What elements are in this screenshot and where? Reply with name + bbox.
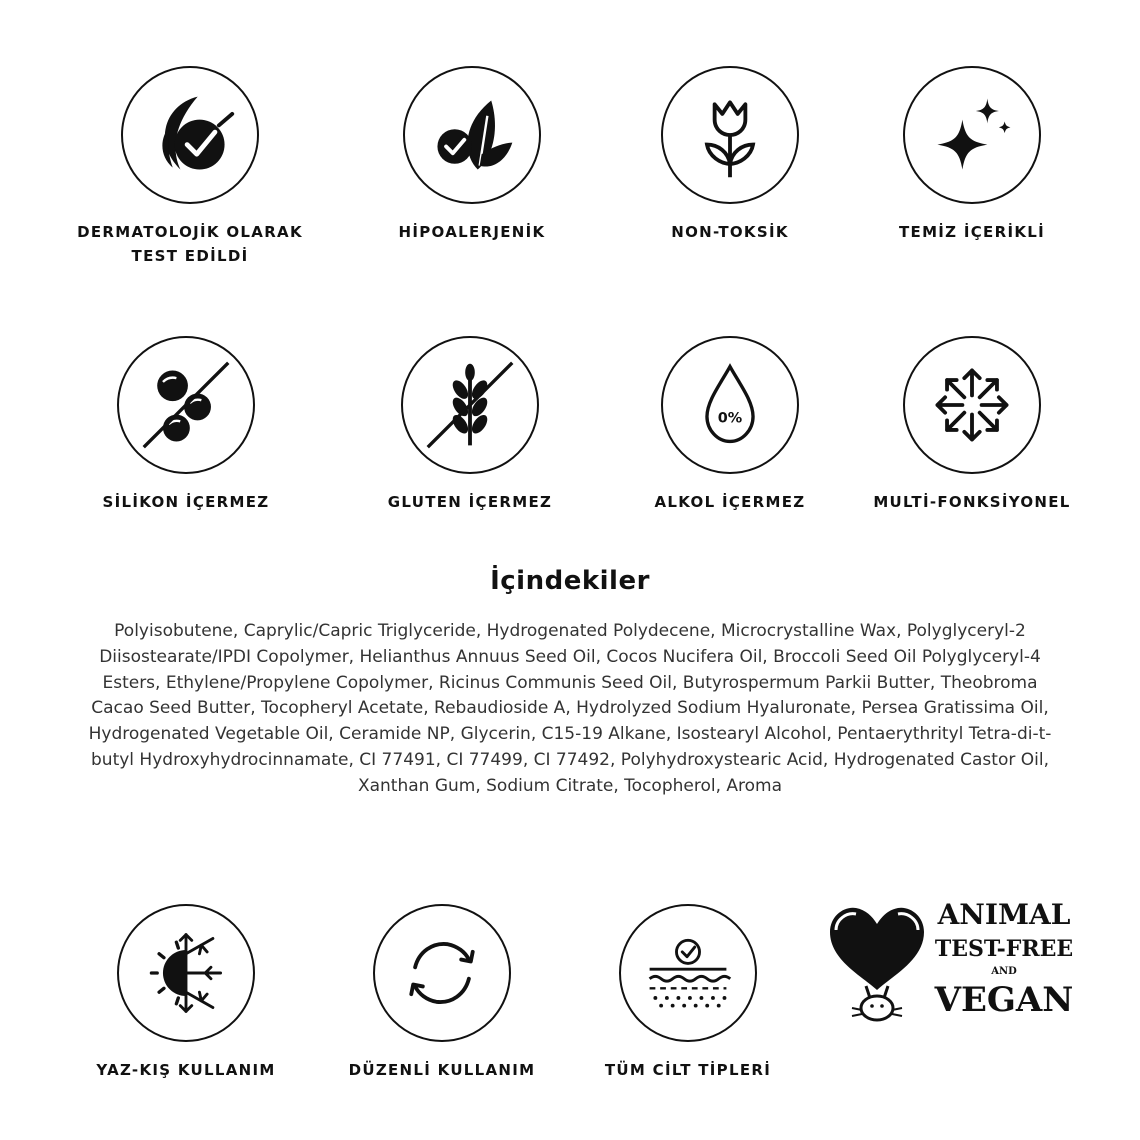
badge-clean-ingredients <box>852 66 1092 244</box>
vegan-line-animal: ANIMAL <box>937 898 1071 931</box>
cycle-arrows-icon <box>394 925 490 1021</box>
badge-label: DERMATOLOJİK OLARAK TEST EDİLDİ <box>77 223 303 265</box>
badge-label: ALKOL İÇERMEZ <box>654 493 806 511</box>
badge-circle <box>373 904 511 1042</box>
badge-hypoallergenic <box>352 66 592 244</box>
vegan-line-and: AND <box>991 966 1017 977</box>
badge-label: MULTİ-FONKSİYONEL <box>873 493 1071 511</box>
badge-silicone-free <box>66 336 306 514</box>
sparkles-icon <box>924 87 1020 183</box>
badge-label: SİLİKON İÇERMEZ <box>102 493 270 511</box>
leaf-check-icon <box>142 87 238 183</box>
badge-circle <box>117 336 255 474</box>
badge-circle <box>401 336 539 474</box>
skin-layers-icon <box>640 925 736 1021</box>
badge-all-skin-types <box>568 904 808 1082</box>
no-silicone-icon <box>138 357 234 453</box>
drop-percent-text: 0% <box>717 410 743 427</box>
sun-snow-icon <box>138 925 234 1021</box>
badge-label: TÜM CİLT TİPLERİ <box>604 1061 772 1079</box>
badge-circle <box>661 66 799 204</box>
vegan-line-vegan: VEGAN <box>934 980 1074 1020</box>
leaves-check-icon <box>424 87 520 183</box>
badge-non-toxic <box>610 66 850 244</box>
vegan-line-test-free: TEST-FREE <box>934 936 1074 962</box>
badge-label: TEMİZ İÇERİKLİ <box>898 223 1045 241</box>
ingredients-text: Polyisobutene, Caprylic/Capric Triglyceride, Hydrogenated Polydecene, Microcrystalline Wax, Polyglyceryl-2 Diisostearate/IPDI Copolymer, Helianthus Annuus Seed Oil, Cocos Nucifera Oil, Broccoli Seed Oil Polyglyceryl-4 Esters, Ethylene/Propylene Copolymer, Ricinus Communis Seed Oil, Butyrospermum Parkii Butter, Theobroma Cacao Seed Butter, Tocopheryl Acetate, Rebaudioside A, Hydrolyzed Sodium Hyaluronate, Persea Gratissima Oil, Hydrogenated Vegetable Oil, Ceramide NP, Glycerin, C15-19 Alkane, Isostearyl Alcohol, Pentaerythrityl Tetra-di-t-butyl Hydroxyhydrocinnamate, CI 77491, CI 77499, CI 77492, Polyhydroxystearic Acid, Hydrogenated Castor Oil, Xanthan Gum, Sodium Citrate, Tocopherol, Aroma <box>88 621 1052 796</box>
badge-circle <box>903 66 1041 204</box>
badge-circle <box>121 66 259 204</box>
badge-alcohol-free <box>610 336 850 514</box>
badge-label: DÜZENLİ KULLANIM <box>348 1061 536 1079</box>
badge-multifunctional <box>852 336 1092 514</box>
badge-gluten-free <box>350 336 590 514</box>
animal-test-free-vegan-badge <box>822 898 1082 1028</box>
badge-dermatologically-tested <box>70 66 310 268</box>
no-gluten-icon <box>422 357 518 453</box>
multi-arrows-icon <box>924 357 1020 453</box>
badge-circle <box>117 904 255 1042</box>
badge-circle <box>661 336 799 474</box>
tulip-icon <box>682 87 778 183</box>
badge-label: YAZ-KIŞ KULLANIM <box>96 1061 276 1079</box>
heart-bunny-icon <box>822 898 932 1028</box>
badge-regular-use <box>322 904 562 1082</box>
badge-summer-winter-use <box>66 904 306 1082</box>
badge-circle <box>619 904 757 1042</box>
badge-circle <box>903 336 1041 474</box>
alcohol-drop-icon <box>682 357 778 453</box>
badge-label: GLUTEN İÇERMEZ <box>387 493 553 511</box>
badge-label: NON-TOKSİK <box>671 223 789 241</box>
badge-circle <box>403 66 541 204</box>
ingredients-heading: İçindekiler <box>490 566 650 596</box>
badge-label: HİPOALERJENİK <box>398 223 546 241</box>
